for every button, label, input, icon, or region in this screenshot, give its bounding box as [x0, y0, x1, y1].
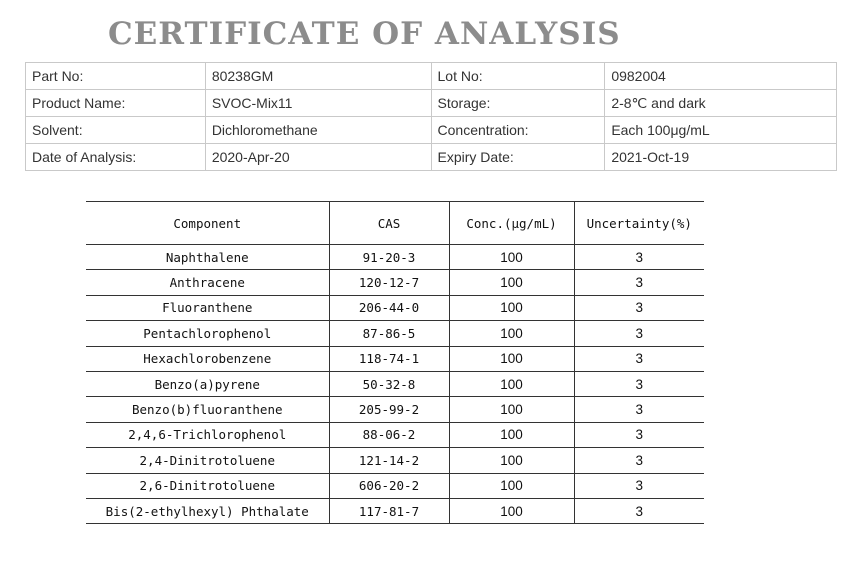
uncertainty-value: 3: [574, 321, 704, 346]
table-row: [86, 448, 704, 473]
table-row: [86, 498, 704, 523]
uncertainty-value: 3: [574, 295, 704, 320]
concentration-value: 100: [449, 346, 574, 371]
uncertainty-value: 3: [574, 371, 704, 396]
component-name: Anthracene: [86, 270, 329, 295]
table-row: [86, 295, 704, 320]
cas-number: 205-99-2: [329, 397, 449, 422]
cas-number: 118-74-1: [329, 346, 449, 371]
header-row: [86, 202, 704, 245]
part-no-value: 80238GM: [205, 63, 431, 90]
expiry-label: Expiry Date:: [431, 144, 605, 171]
solvent-label: Solvent:: [26, 117, 206, 144]
component-name: Hexachlorobenzene: [86, 346, 329, 371]
product-name-label: Product Name:: [26, 90, 206, 117]
concentration-value: 100: [449, 448, 574, 473]
concentration-value: 100: [449, 270, 574, 295]
cas-number: 91-20-3: [329, 245, 449, 270]
uncertainty-value: 3: [574, 245, 704, 270]
lot-no-label: Lot No:: [431, 63, 605, 90]
page-title: CERTIFICATE OF ANALYSIS: [108, 16, 621, 52]
component-name: 2,4,6-Trichlorophenol: [86, 422, 329, 447]
uncertainty-value: 3: [574, 346, 704, 371]
info-row: [26, 63, 837, 90]
table-row: [86, 346, 704, 371]
cas-number: 88-06-2: [329, 422, 449, 447]
component-name: Benzo(b)fluoranthene: [86, 397, 329, 422]
cas-number: 87-86-5: [329, 321, 449, 346]
cas-number: 206-44-0: [329, 295, 449, 320]
cas-header: CAS: [329, 202, 449, 245]
date-value: 2020-Apr-20: [205, 144, 431, 171]
conc-header: Conc.(μg/mL): [449, 202, 574, 245]
table-row: [86, 397, 704, 422]
table-row: [86, 473, 704, 498]
table-row: [86, 321, 704, 346]
component-header: Component: [86, 202, 329, 245]
info-row: [26, 144, 837, 171]
expiry-value: 2021-Oct-19: [605, 144, 837, 171]
uncertainty-value: 3: [574, 448, 704, 473]
storage-label: Storage:: [431, 90, 605, 117]
component-name: Fluoranthene: [86, 295, 329, 320]
concentration-label: Concentration:: [431, 117, 605, 144]
concentration-value: 100: [449, 498, 574, 523]
uncertainty-value: 3: [574, 422, 704, 447]
part-no-label: Part No:: [26, 63, 206, 90]
date-label: Date of Analysis:: [26, 144, 206, 171]
component-name: Bis(2-ethylhexyl) Phthalate: [86, 498, 329, 523]
solvent-value: Dichloromethane: [205, 117, 431, 144]
concentration-value: Each 100μg/mL: [605, 117, 837, 144]
concentration-value: 100: [449, 473, 574, 498]
info-table: [25, 62, 837, 171]
component-name: Pentachlorophenol: [86, 321, 329, 346]
cas-number: 121-14-2: [329, 448, 449, 473]
storage-value: 2-8℃ and dark: [605, 90, 837, 117]
info-row: [26, 117, 837, 144]
components-table: [86, 201, 704, 524]
component-name: 2,4-Dinitrotoluene: [86, 448, 329, 473]
concentration-value: 100: [449, 321, 574, 346]
uncertainty-value: 3: [574, 270, 704, 295]
table-row: [86, 245, 704, 270]
table-row: [86, 371, 704, 396]
cas-number: 120-12-7: [329, 270, 449, 295]
uncertainty-header: Uncertainty(%): [574, 202, 704, 245]
uncertainty-value: 3: [574, 498, 704, 523]
product-name-value: SVOC-Mix11: [205, 90, 431, 117]
uncertainty-value: 3: [574, 473, 704, 498]
component-name: Benzo(a)pyrene: [86, 371, 329, 396]
concentration-value: 100: [449, 245, 574, 270]
component-name: Naphthalene: [86, 245, 329, 270]
uncertainty-value: 3: [574, 397, 704, 422]
cas-number: 606-20-2: [329, 473, 449, 498]
cas-number: 50-32-8: [329, 371, 449, 396]
concentration-value: 100: [449, 371, 574, 396]
table-row: [86, 422, 704, 447]
concentration-value: 100: [449, 422, 574, 447]
cas-number: 117-81-7: [329, 498, 449, 523]
table-row: [86, 270, 704, 295]
concentration-value: 100: [449, 295, 574, 320]
concentration-value: 100: [449, 397, 574, 422]
info-row: [26, 90, 837, 117]
component-name: 2,6-Dinitrotoluene: [86, 473, 329, 498]
lot-no-value: 0982004: [605, 63, 837, 90]
